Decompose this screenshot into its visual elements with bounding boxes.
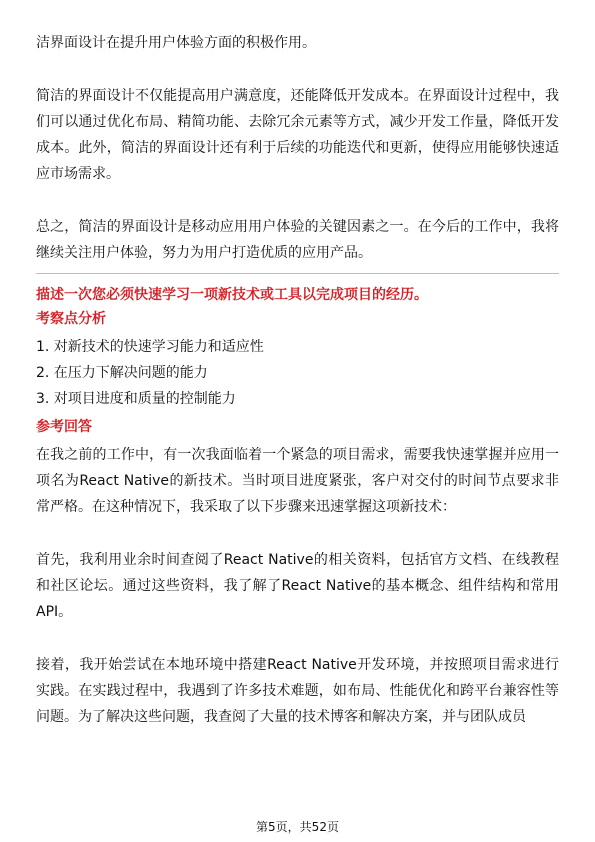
intro-paragraph-3: 总之，简洁的界面设计是移动应用用户体验的关键因素之一。在今后的工作中，我将继续关注用户体验，努力为用户打造优质的应用产品。 — [36, 219, 559, 261]
intro-paragraph-2: 简洁的界面设计不仅能提高用户满意度，还能降低开发成本。在界面设计过程中，我们可以通过优化布局、精简功能、去除冗余元素等方式，减少开发工作量，降低开发成本。此外，简洁的界面设计还有利于后续的功能迭代和更新，使得应用能够快速适应市场需求。 — [36, 88, 559, 182]
list-item: 2. 在压力下解决问题的能力 — [36, 365, 208, 381]
intro-paragraph-1: 洁界面设计在提升用户体验方面的积极作用。 — [36, 35, 316, 51]
analysis-heading: 考察点分析 — [36, 311, 106, 327]
list-item: 3. 对项目进度和质量的控制能力 — [36, 391, 236, 407]
answer-paragraph-3: 接着，我开始尝试在本地环境中搭建React Native开发环境，并按照项目需求进行实践。在实践过程中，我遇到了许多技术难题，如布局、性能优化和跨平台兼容性等问题。为了解决这些问题，我查阅了大量的技术博客和解决方案，并与团队成员 — [36, 657, 559, 725]
answer-paragraph-1: 在我之前的工作中，有一次我面临着一个紧急的项目需求，需要我快速掌握并应用一项名为React Native的新技术。当时项目进度紧张，客户对交付的时间节点要求非常严格。在这种情况下，我采取了以下步骤来迅速掌握这项新技术： — [36, 447, 559, 515]
answer-paragraph-2: 首先，我利用业余时间查阅了React Native的相关资料，包括官方文档、在线教程和社区论坛。通过这些资料，我了解了React Native的基本概念、组件结构和常用API。 — [36, 552, 559, 620]
section-divider — [36, 273, 559, 274]
list-item: 1. 对新技术的快速学习能力和适应性 — [36, 339, 264, 355]
analysis-list — [36, 334, 559, 412]
question-title: 描述一次您必须快速学习一项新技术或工具以完成项目的经历。 — [36, 287, 428, 303]
document-page — [36, 30, 559, 730]
page-footer: 第5页，共52页 — [256, 820, 339, 834]
answer-heading: 参考回答 — [36, 419, 92, 435]
